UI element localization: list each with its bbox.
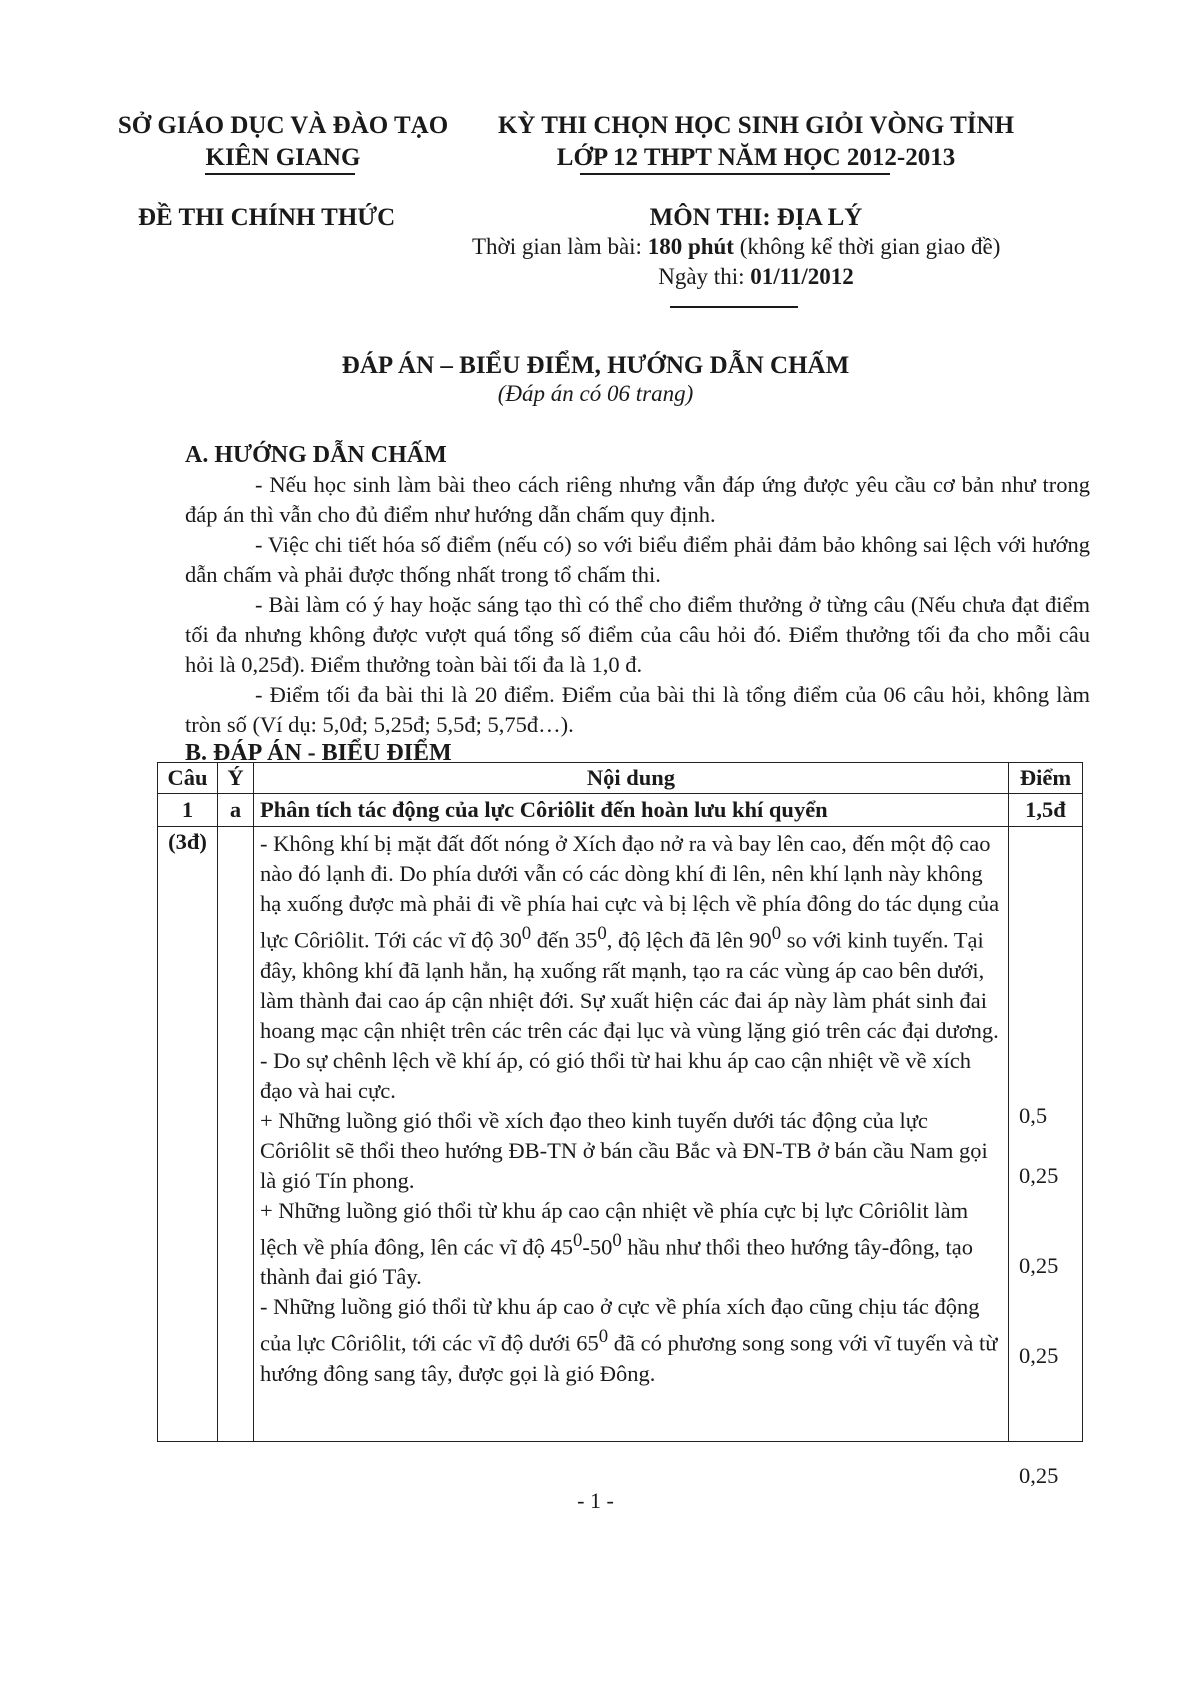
header-content: Nội dung: [253, 763, 1008, 794]
score-value: 0,25: [1019, 1163, 1059, 1188]
answer-content: [253, 827, 1008, 1442]
exam-name: KỲ THI CHỌN HỌC SINH GIỎI VÒNG TỈNH: [497, 112, 1015, 139]
table-row: [158, 794, 1083, 827]
section-b-heading: B. ĐÁP ÁN - BIỂU ĐIỂM: [185, 740, 452, 766]
exam-date: [478, 264, 1034, 290]
province-name: KIÊN GIANG: [205, 144, 361, 171]
answer-paragraph: + Những luồng gió thổi từ khu áp cao cận nhiệt về phía cực bị lực Côriôlit làm lệch về phía đông, lên các vĩ độ $45^0-50^0$ hầu như thổi theo hướng tây-đông, tạo thành đai gió Tây.: [259, 1197, 973, 1289]
part-label: a: [217, 794, 253, 827]
time-allowed: [472, 234, 1000, 260]
exam-grade-year: LỚP 12 THPT NĂM HỌC 2012-2013: [556, 144, 956, 171]
table-header-row: [158, 763, 1083, 794]
answer-paragraph: + Những luồng gió thổi về xích đạo theo kinh tuyến dưới tác động của lực Côriôlit sẽ thổi theo hướng ĐB-TN ở bán cầu Bắc và ĐN-TB ở bán cầu Nam gọi là gió Tín phong.: [259, 1107, 988, 1193]
section-a-heading: A. HƯỚNG DẪN CHẤM: [185, 442, 447, 468]
left-header-rule: [205, 173, 355, 175]
time-value: 180 phút: [647, 234, 734, 259]
right-header-rule: [580, 173, 890, 175]
score-value: 0,5: [1019, 1103, 1048, 1128]
document-title: ĐÁP ÁN – BIỂU ĐIỂM, HƯỚNG DẪN CHẤM: [341, 352, 850, 379]
page-number: - 1 -: [577, 1488, 614, 1513]
score-value: 0,25: [1019, 1343, 1059, 1368]
guideline-item: - Việc chi tiết hóa số điểm (nếu có) so với biểu điểm phải đảm bảo không sai lệch với hướng dẫn chấm và phải được thống nhất trong tổ chấm thi.: [185, 532, 1090, 587]
score-value: 0,25: [1019, 1463, 1059, 1488]
answer-paragraph: - Những luồng gió thổi từ khu áp cao ở cực về phía xích đạo cũng chịu tác động của lực Côriôlit, tới các vĩ độ dưới $65^0$ đã có phương song song với vĩ tuyến và từ hướng đông sang tây, được gọi là gió Đông.: [259, 1294, 998, 1386]
part-score: 1,5đ: [1009, 794, 1083, 827]
answer-paragraph: - Do sự chênh lệch về khí áp, có gió thổi từ hai khu áp cao cận nhiệt về về xích đạo và hai cực.: [259, 1047, 972, 1103]
header-part: Ý: [217, 763, 253, 794]
table-row: [158, 827, 1083, 1442]
guideline-item: - Điểm tối đa bài thi là 20 điểm. Điểm của bài thi là tổng điểm của 06 câu hỏi, không làm tròn số (Ví dụ: 5,0đ; 5,25đ; 5,5đ; 5,75đ…).: [185, 682, 1090, 737]
document-subtitle: (Đáp án có 06 trang): [497, 381, 694, 406]
department-name: SỞ GIÁO DỤC VÀ ĐÀO TẠO: [117, 112, 449, 139]
guideline-item: - Nếu học sinh làm bài theo cách riêng nhưng vẫn đáp ứng được yêu cầu cơ bản như trong đáp án thì vẫn cho đủ điểm như hướng dẫn chấm quy định.: [185, 472, 1090, 527]
header-question: Câu: [158, 763, 218, 794]
answer-paragraph: - Không khí bị mặt đất đốt nóng ở Xích đạo nở ra và bay lên cao, đến một độ cao nào đó lạnh đi. Do phía dưới vẫn có các dòng khí đi lên, nên khí lạnh này không hạ xuống được mà phải đi về phía hai cực và bị lệch về phía đông do tác dụng của lực Côriôlit. Tới các vĩ độ $30^0$ đến $35^0$, độ lệch đã lên $90^0$ so với kinh tuyến. Tại đây, không khí đã lạnh hẳn, hạ xuống rất mạnh, tạo ra các vùng áp cao bên dưới, làm thành đai cao áp cận nhiệt đới. Sự xuất hiện các đai áp này làm phát sinh đai hoang mạc cận nhiệt trên các trên các đại lục và vùng lặng gió trên các đại dương.: [259, 831, 1000, 1043]
score-column: [1009, 827, 1083, 1488]
time-note: (không kể thời gian giao đề): [733, 234, 1001, 259]
date-value: 01/11/2012: [750, 264, 854, 289]
section-a: [185, 440, 1090, 766]
question-points: (3đ): [158, 827, 218, 1442]
question-number: 1: [158, 794, 218, 827]
grading-table: [157, 762, 1083, 1488]
subject-label: MÔN THI: ĐỊA LÝ: [649, 204, 863, 231]
date-label: Ngày thi:: [658, 264, 751, 289]
part-title: Phân tích tác động của lực Côriôlit đến hoàn lưu khí quyển: [253, 794, 1008, 827]
official-exam-label: ĐỀ THI CHÍNH THỨC: [138, 204, 396, 231]
empty-part-cell: [217, 827, 253, 1442]
score-value: 0,25: [1019, 1253, 1059, 1278]
header-score: Điểm: [1009, 763, 1083, 794]
date-rule: [670, 306, 798, 308]
guideline-item: - Bài làm có ý hay hoặc sáng tạo thì có thể cho điểm thưởng ở từng câu (Nếu chưa đạt điểm tối đa nhưng không được vượt quá tổng số điểm của câu hỏi đó. Điểm thưởng tối đa cho mỗi câu hỏi là 0,25đ). Điểm thưởng toàn bài tối đa là 1,0 đ.: [185, 592, 1090, 677]
time-label: Thời gian làm bài:: [472, 234, 648, 259]
